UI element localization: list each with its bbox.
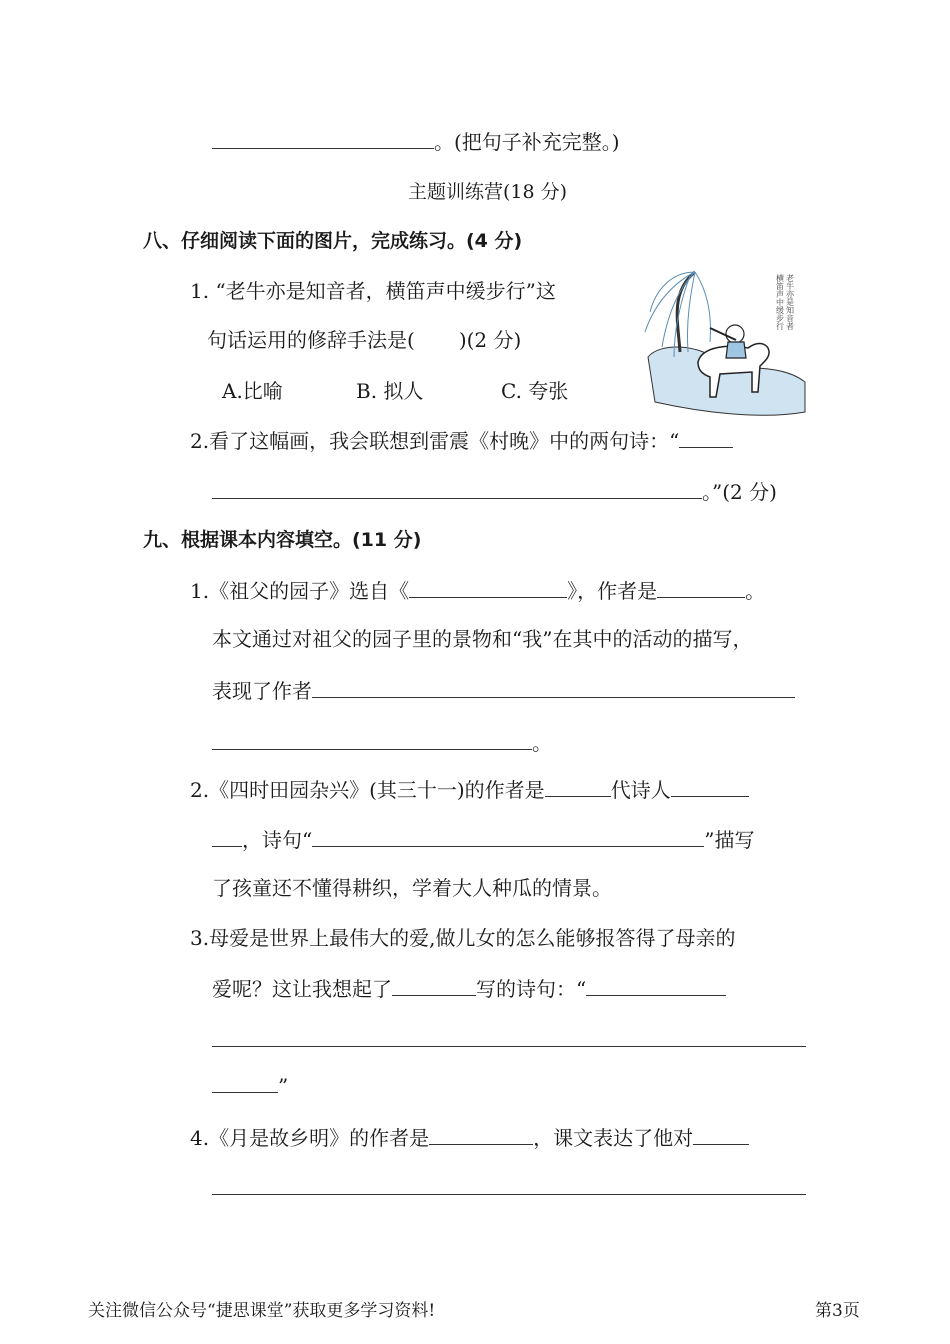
- answer-blank[interactable]: [312, 824, 704, 847]
- answer-blank[interactable]: [392, 973, 476, 996]
- q8-item2-text: 2.看了这幅画，我会联想到雷震《村晚》中的两句诗：“: [190, 429, 680, 453]
- answer-blank[interactable]: [212, 476, 702, 499]
- q8-item2-line1: [190, 425, 733, 456]
- q9-item1-text-c: 。: [745, 579, 766, 603]
- illustration-caption-col1: 老牛亦是知音者: [785, 274, 795, 330]
- option-c: C. 夸张: [501, 379, 569, 403]
- page-number: 第3页: [815, 1301, 860, 1321]
- answer-blank[interactable]: [409, 575, 567, 598]
- q9-item1-line3: [212, 675, 795, 706]
- q9-heading: 九、根据课本内容填空。(11 分): [143, 529, 422, 551]
- q9-item1-line2: 本文通过对祖父的园子里的景物和“我”在其中的活动的描写，: [212, 627, 753, 651]
- answer-blank-full[interactable]: [212, 1046, 806, 1047]
- answer-blank[interactable]: [212, 126, 434, 149]
- q9-item1-line4: [212, 727, 552, 758]
- q9-item3-text-a: 爱呢？这让我想起了: [212, 977, 392, 1001]
- q9-item3-end: ”: [278, 1074, 289, 1098]
- q9-item4-line1: [190, 1122, 749, 1153]
- illustration-caption-col2: 横笛声中缓步行: [775, 274, 785, 330]
- top-answer-line: [212, 126, 620, 157]
- q9-item4-text-b: ，课文表达了他对: [533, 1126, 694, 1150]
- section-title: 主题训练营(18 分): [408, 181, 568, 203]
- answer-blank[interactable]: [212, 824, 242, 847]
- q9-item4-text-a: 4.《月是故乡明》的作者是: [190, 1126, 430, 1150]
- q8-item2-line2: [212, 476, 777, 507]
- answer-blank-full[interactable]: [212, 1194, 806, 1195]
- cowherd-illustration: [640, 262, 810, 422]
- q9-item3-line2: [212, 973, 726, 1004]
- q9-item2-line2: [212, 824, 754, 855]
- q9-item2-line1: [190, 774, 749, 805]
- q9-item2-line3: 了孩童还不懂得耕织，学着大人种瓜的情景。: [212, 876, 612, 900]
- q9-item2-text-c: ，诗句“: [242, 828, 313, 852]
- q8-item1-line2: [207, 325, 521, 355]
- answer-blank[interactable]: [429, 1122, 533, 1145]
- q9-item1-text-a: 1.《祖父的园子》选自《: [190, 579, 410, 603]
- answer-blank[interactable]: [586, 973, 726, 996]
- answer-blank[interactable]: [545, 774, 611, 797]
- illustration-image: [640, 262, 810, 422]
- answer-blank[interactable]: [693, 1122, 749, 1145]
- answer-blank[interactable]: [212, 1070, 278, 1093]
- q9-item2-text-a: 2.《四时田园杂兴》(其三十一)的作者是: [190, 778, 545, 802]
- q9-item2-text-b: 代诗人: [610, 778, 671, 802]
- q9-item2-text-d: ”描写: [704, 828, 755, 852]
- footer-note: 关注微信公众号“捷思课堂”获取更多学习资料!: [88, 1301, 436, 1321]
- answer-blank[interactable]: [679, 425, 733, 448]
- option-b: B. 拟人: [356, 379, 424, 403]
- q9-item3-line4: [212, 1070, 288, 1101]
- q9-item1-text-b: 》，作者是: [567, 579, 658, 603]
- answer-blank[interactable]: [671, 774, 749, 797]
- q8-item2-score: 。”(2 分): [702, 480, 777, 504]
- answer-blank[interactable]: [657, 575, 745, 598]
- answer-blank[interactable]: [212, 727, 532, 750]
- q9-item1-line1: [190, 575, 765, 606]
- q8-heading: 八、仔细阅读下面的图片，完成练习。(4 分): [143, 230, 523, 252]
- q8-item1-line1: 1. “老牛亦是知音者，横笛声中缓步行”这: [190, 279, 556, 303]
- q9-item3-text-b: 写的诗句：“: [476, 977, 587, 1001]
- top-line-suffix: 。(把句子补充完整。): [434, 130, 620, 154]
- q9-item1-text-d: 表现了作者: [212, 679, 312, 703]
- q8-item1-text: 句话运用的修辞手法是(: [207, 328, 415, 352]
- option-a: A.比喻: [222, 379, 283, 403]
- q9-item1-end: 。: [532, 731, 552, 755]
- q9-item3-line1: 3.母爱是世界上最伟大的爱,做儿女的怎么能够报答得了母亲的: [190, 926, 736, 950]
- q8-item1-score: )(2 分): [458, 328, 522, 352]
- answer-blank[interactable]: [312, 675, 795, 698]
